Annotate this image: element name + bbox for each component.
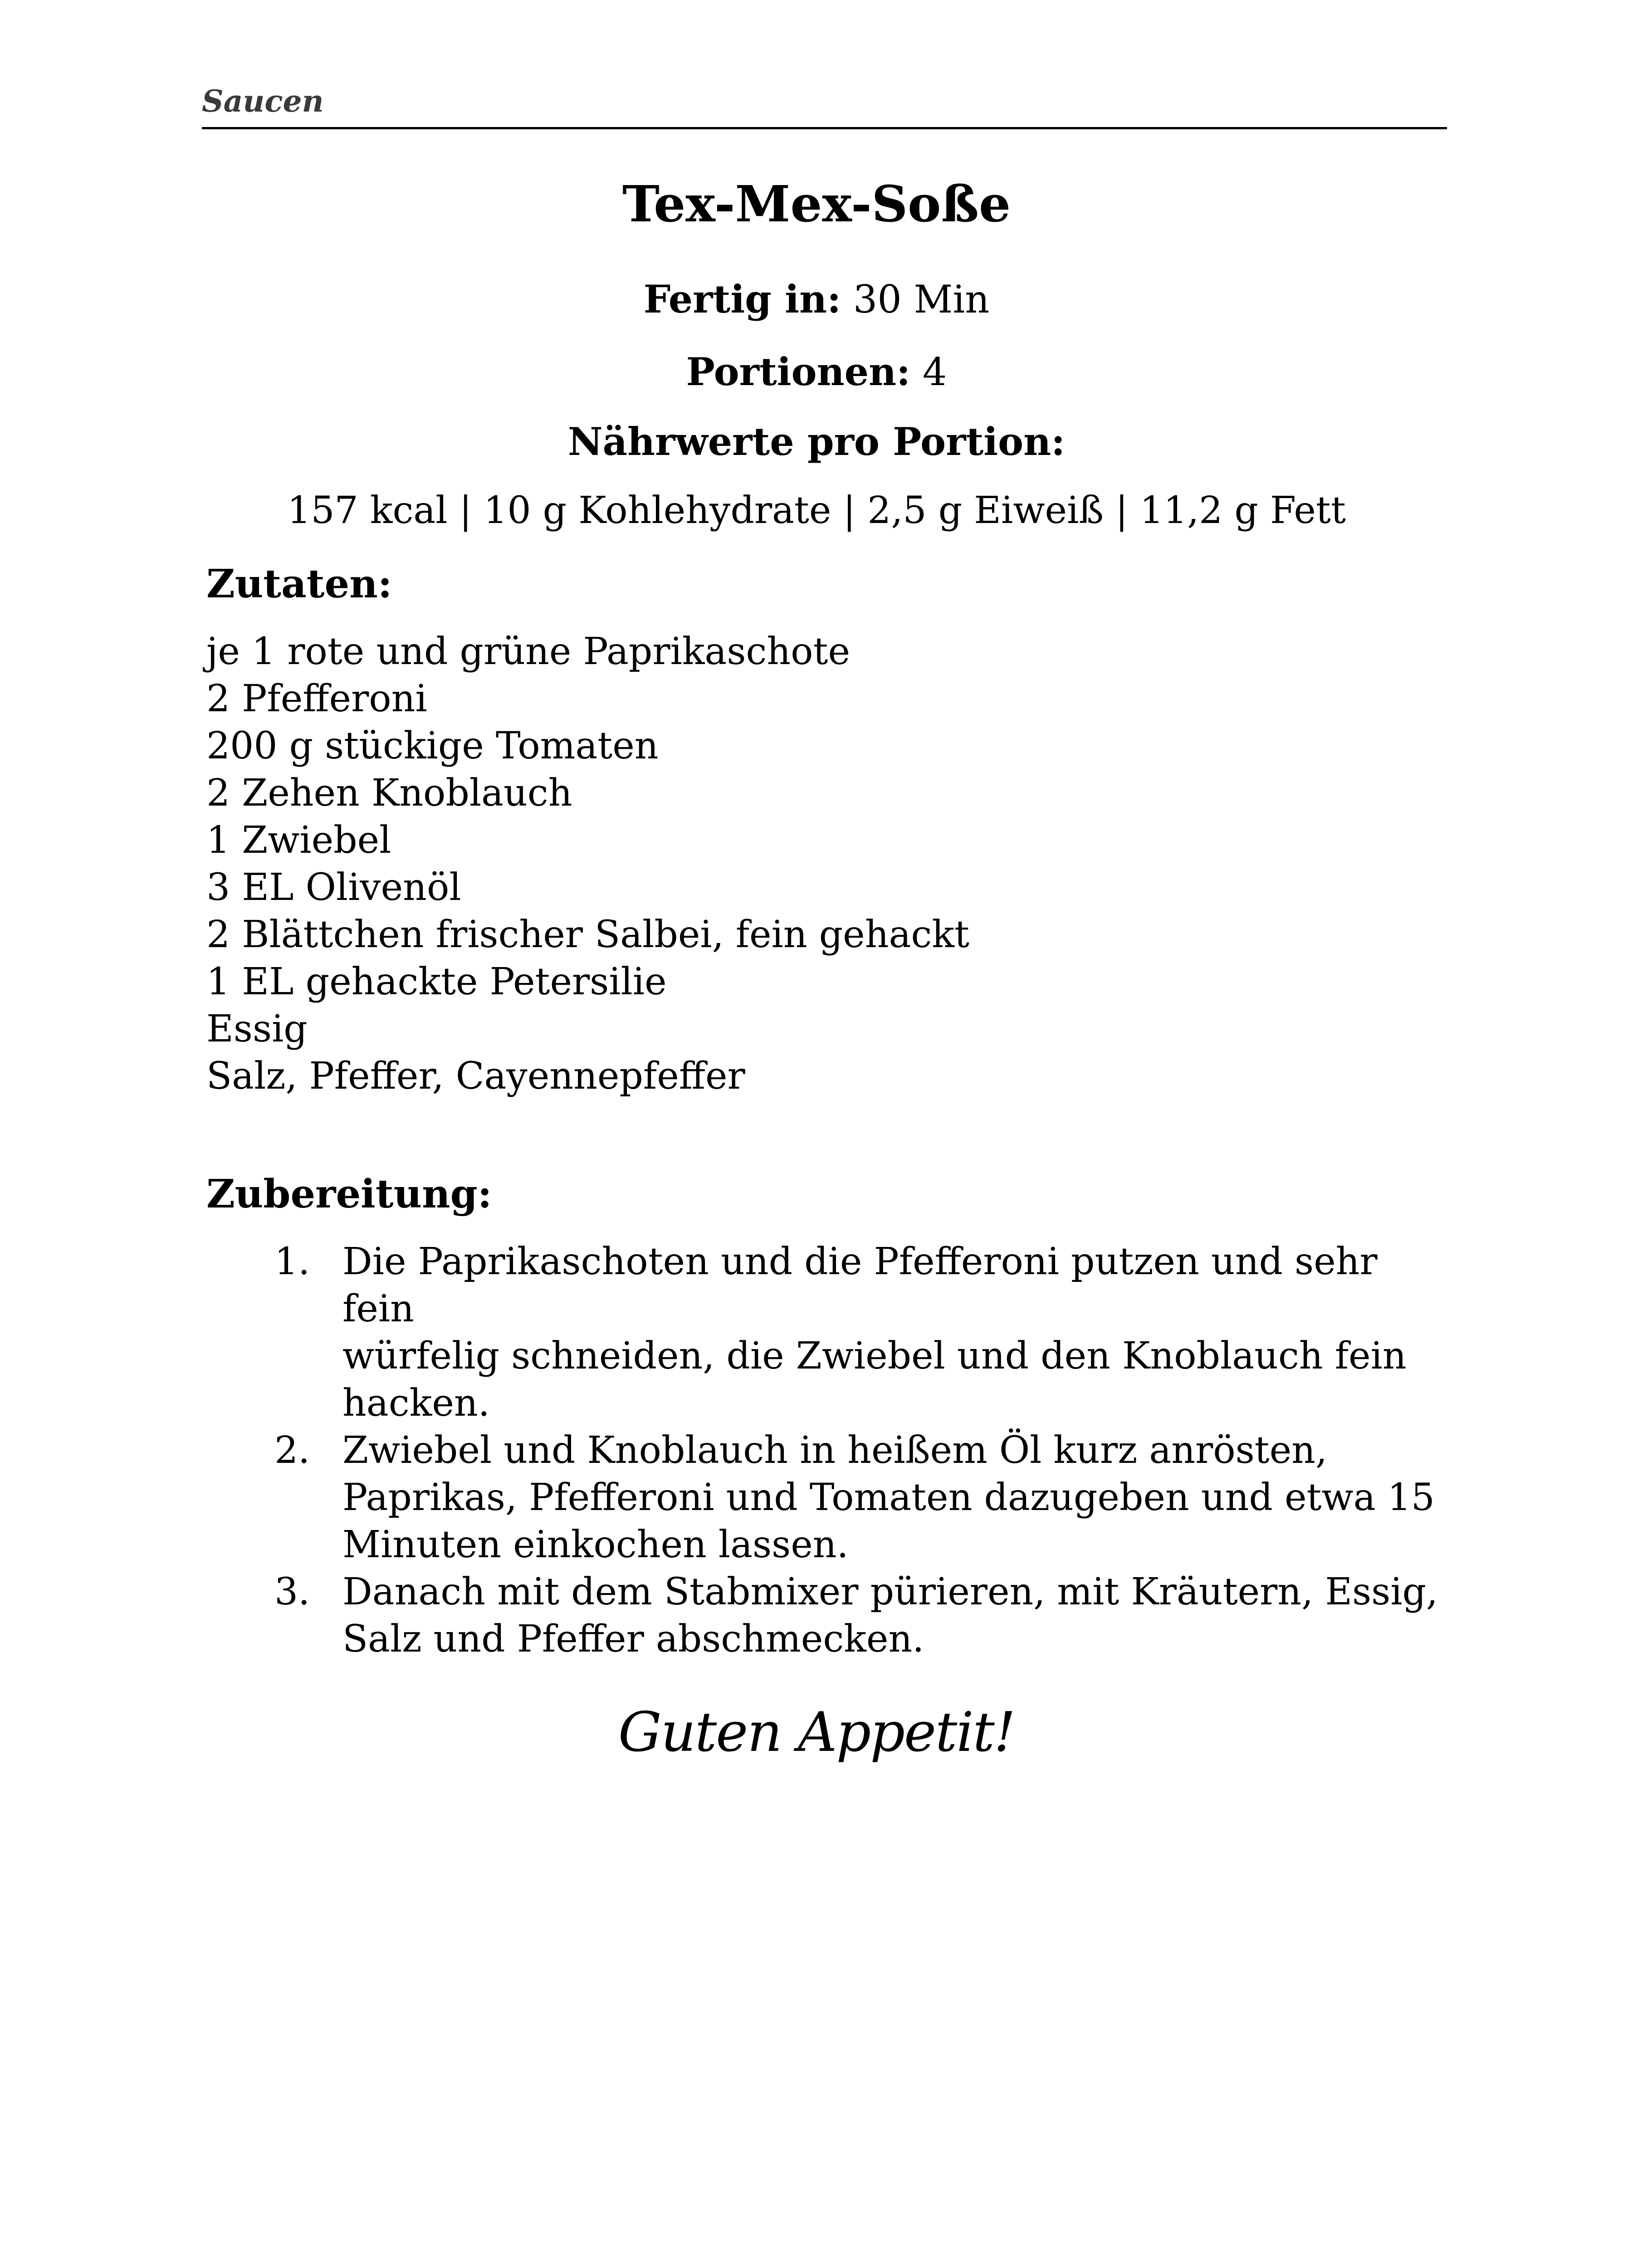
preparation-heading: Zubereitung:	[206, 1171, 492, 1217]
ready-time-value: 30 Min	[853, 277, 990, 322]
step-number: 1.	[274, 1240, 310, 1283]
ingredient-item: Salz, Pfeffer, Cayennepfeffer	[206, 1055, 745, 1098]
ready-time-label: Fertig in:	[643, 277, 841, 322]
preparation-step	[206, 1569, 1447, 1663]
ingredient-item: 1 EL gehackte Petersilie	[206, 960, 667, 1003]
nutrition-label: Nährwerte pro Portion:	[567, 419, 1066, 464]
step-line: Die Paprikaschoten und die Pfefferoni putzen und sehr fein	[342, 1240, 1378, 1330]
ingredient-item: 2 Pfefferoni	[206, 677, 427, 720]
closing-phrase: Guten Appetit!	[618, 1701, 1015, 1764]
step-line: Paprikas, Pfefferoni und Tomaten dazugeben und etwa 15	[342, 1476, 1435, 1519]
servings-label: Portionen:	[686, 349, 911, 394]
ready-time	[0, 277, 1633, 322]
preparation-step	[206, 1427, 1447, 1569]
step-line: Danach mit dem Stabmixer pürieren, mit Kräutern, Essig,	[342, 1570, 1438, 1613]
ingredients-list	[206, 628, 969, 1100]
servings-value: 4	[922, 350, 947, 394]
ingredient-item: je 1 rote und grüne Paprikaschote	[206, 630, 850, 673]
nutrition-values: 157 kcal | 10 g Kohlehydrate | 2,5 g Eiweiß | 11,2 g Fett	[287, 489, 1346, 532]
ingredient-item: 200 g stückige Tomaten	[206, 724, 659, 767]
step-number: 2.	[274, 1429, 310, 1472]
ingredient-item: Essig	[206, 1007, 308, 1051]
ingredient-item: 3 EL Olivenöl	[206, 866, 461, 909]
header-rule	[202, 127, 1447, 129]
running-head: Saucen	[202, 83, 324, 119]
preparation-steps	[206, 1238, 1447, 1663]
servings	[0, 349, 1633, 394]
step-line: hacken.	[342, 1382, 490, 1425]
step-number: 3.	[274, 1570, 310, 1613]
step-line: würfelig schneiden, die Zwiebel und den Knoblauch fein	[342, 1334, 1407, 1378]
ingredient-item: 2 Blättchen frischer Salbei, fein gehackt	[206, 913, 969, 956]
step-line: Zwiebel und Knoblauch in heißem Öl kurz anrösten,	[342, 1429, 1328, 1472]
recipe-title: Tex-Mex-Soße	[622, 175, 1011, 233]
ingredients-heading: Zutaten:	[206, 561, 392, 607]
ingredient-item: 2 Zehen Knoblauch	[206, 772, 572, 815]
ingredient-item: 1 Zwiebel	[206, 819, 391, 862]
preparation-step	[206, 1238, 1447, 1427]
step-line: Minuten einkochen lassen.	[342, 1523, 849, 1566]
step-line: Salz und Pfeffer abschmecken.	[342, 1618, 924, 1661]
